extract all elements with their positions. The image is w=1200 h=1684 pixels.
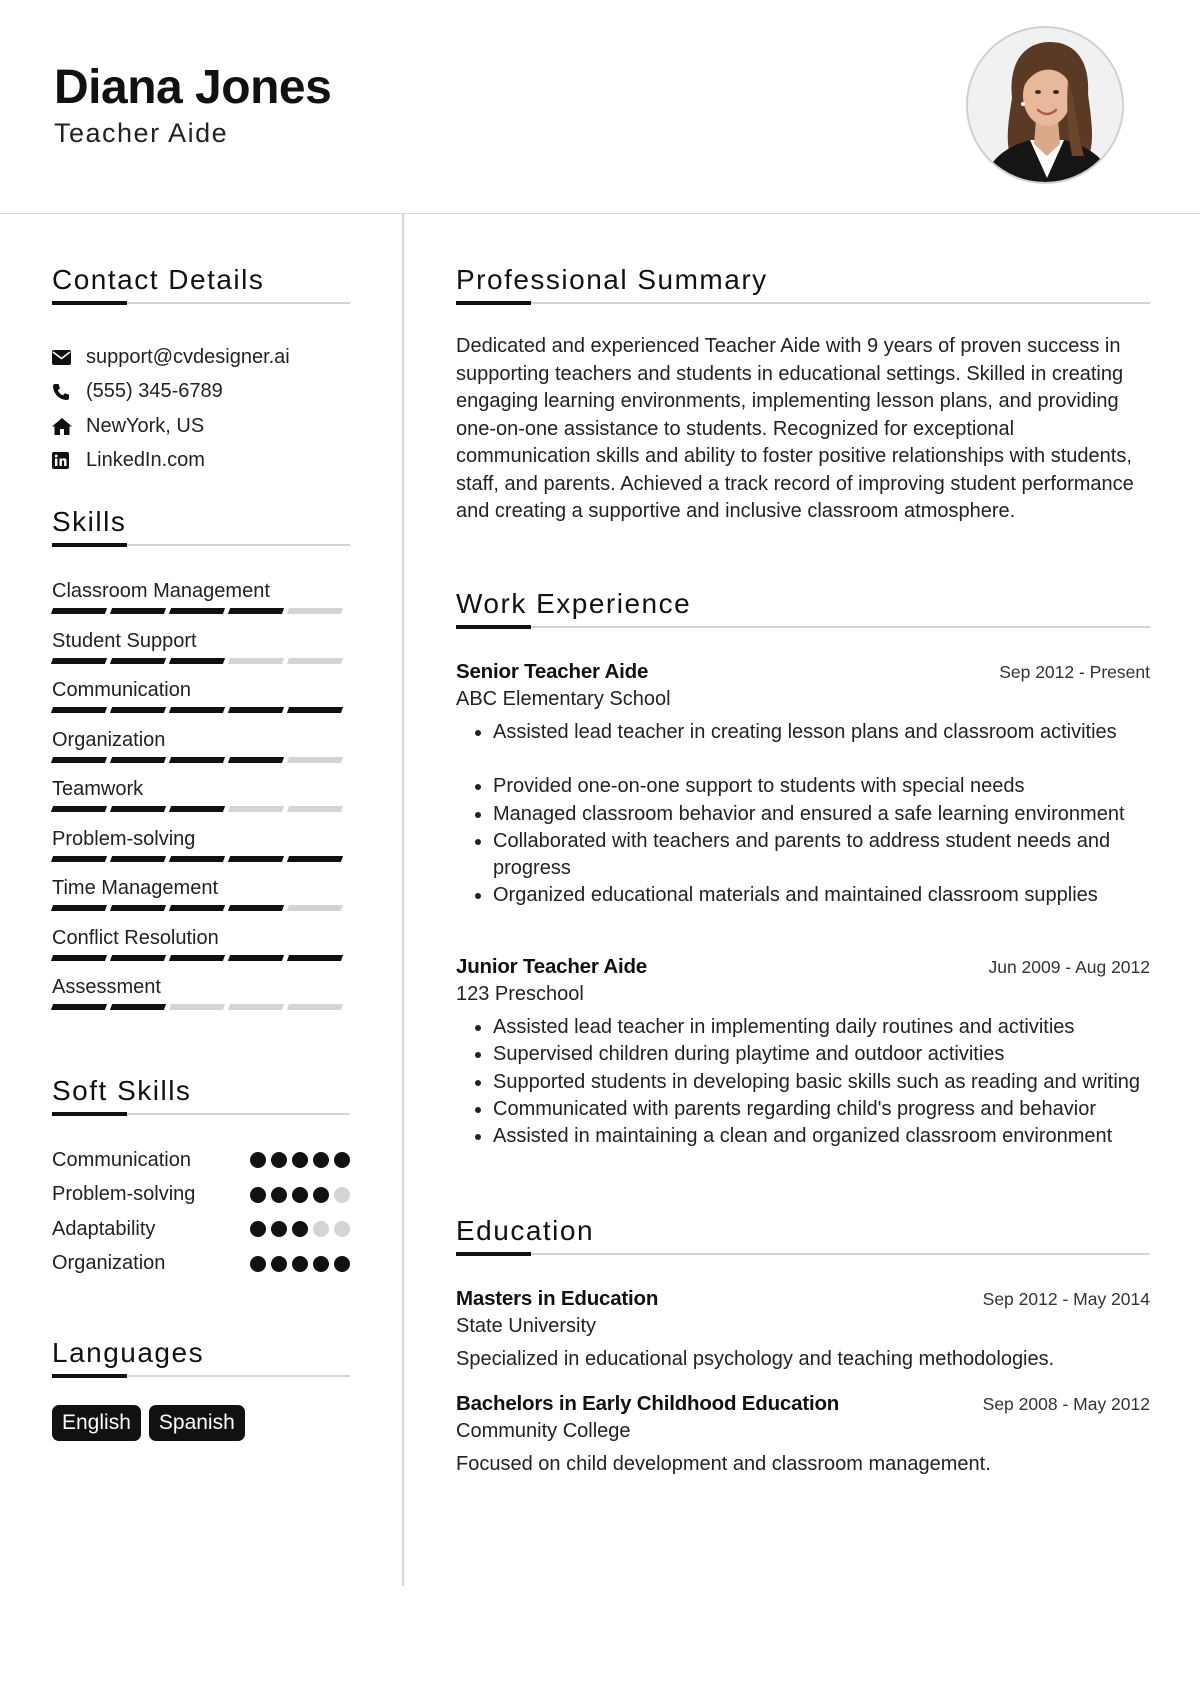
job-entry: [456, 660, 1150, 910]
skill-item: [52, 875, 350, 925]
job-organization: ABC Elementary School: [456, 688, 671, 710]
skill-label: Student Support: [52, 629, 197, 652]
experience-section-heading: [456, 588, 1150, 628]
contact-linkedin[interactable]: [52, 444, 352, 479]
rating-dot-filled: [292, 1187, 308, 1203]
column-divider: [402, 214, 404, 1586]
profile-photo-illustration: [968, 28, 1124, 184]
job-bullet: • Assisted in maintaining a clean and organized classroom environment: [493, 1123, 1150, 1150]
rating-dot-empty: [334, 1187, 350, 1203]
skill-bar-filled: [169, 757, 225, 763]
contact-list: [52, 340, 352, 478]
skill-bar-filled: [228, 905, 284, 911]
skill-bar-filled: [51, 608, 107, 614]
skill-label: Problem-solving: [52, 827, 196, 850]
skill-bar-filled: [51, 806, 107, 812]
skill-bar-filled: [110, 707, 166, 713]
rating-dot-filled: [292, 1221, 308, 1237]
skill-level-bar: [52, 608, 350, 614]
skill-label: Teamwork: [52, 778, 144, 800]
skill-bar-empty: [287, 608, 343, 614]
languages-heading: Languages: [52, 1337, 205, 1368]
rating-dot-filled: [271, 1221, 287, 1237]
summary-text: Dedicated and experienced Teacher Aide with 9 years of proven success in supporting teachers and students in educational settings. Skilled in creating engaging learning environments, implementing lesson plans, and providing one-on-one assistance to students. Recognized for exceptional communication skills and ability to foster positive relationships with students, staff, and parents. Achieved a track record of improving student performance and creating a supportive and inclusive classroom atmosphere.: [456, 335, 1134, 522]
skill-bar-filled: [110, 856, 166, 862]
soft-skill-rating: [250, 1256, 350, 1272]
skill-bar-filled: [228, 955, 284, 961]
contact-phone[interactable]: [52, 375, 352, 410]
skill-bar-empty: [287, 806, 343, 812]
school-name: Community College: [456, 1420, 631, 1442]
rating-dot-filled: [334, 1152, 350, 1168]
skill-bar-filled: [169, 707, 225, 713]
candidate-name: Diana Jones: [54, 61, 332, 114]
skill-bar-filled: [110, 757, 166, 763]
education-description: Specialized in educational psychology and teaching methodologies.: [456, 1348, 1055, 1370]
skill-bar-filled: [110, 955, 166, 961]
job-dates: Jun 2009 - Aug 2012: [988, 957, 1150, 977]
education-entry: [456, 1287, 1150, 1371]
soft-skills-section-heading: [52, 1075, 350, 1115]
candidate-title: Teacher Aide: [54, 118, 229, 148]
soft-skill-label: Adaptability: [52, 1217, 156, 1240]
language-badge: English: [52, 1405, 141, 1441]
soft-skill-item: [52, 1178, 350, 1213]
languages-list: [52, 1405, 245, 1441]
rating-dot-empty: [313, 1221, 329, 1237]
contact-email-text: support@cvdesigner.ai: [86, 345, 290, 368]
skill-bar-empty: [287, 905, 343, 911]
resume-header: [0, 0, 1200, 214]
job-bullet: • Communicated with parents regarding child's progress and behavior: [493, 1096, 1150, 1123]
skill-bar-filled: [228, 707, 284, 713]
skill-bar-filled: [169, 905, 225, 911]
skill-bar-filled: [51, 955, 107, 961]
rating-dot-filled: [292, 1256, 308, 1272]
skill-bar-filled: [169, 806, 225, 812]
job-bullets: [456, 1014, 1150, 1150]
languages-section-heading: [52, 1337, 350, 1377]
job-bullet: • Collaborated with teachers and parents to address student needs and progress: [493, 828, 1150, 883]
home-icon: [52, 418, 86, 435]
job-bullet: • Organized educational materials and maintained classroom supplies: [493, 882, 1150, 909]
job-bullets: [456, 719, 1150, 910]
rating-dot-filled: [313, 1256, 329, 1272]
skill-bar-empty: [287, 757, 343, 763]
skill-level-bar: [52, 856, 350, 862]
soft-skill-rating: [250, 1187, 350, 1203]
rating-dot-empty: [334, 1221, 350, 1237]
skill-bar-filled: [51, 905, 107, 911]
skill-bar-filled: [51, 856, 107, 862]
job-bullet: • Assisted lead teacher in implementing daily routines and activities: [493, 1014, 1150, 1041]
skill-level-bar: [52, 955, 350, 961]
job-role: Junior Teacher Aide: [456, 955, 648, 978]
skill-item: [52, 974, 350, 1024]
heading-rule: [456, 1253, 1150, 1255]
skill-bar-empty: [287, 1004, 343, 1010]
soft-skill-item: [52, 1247, 350, 1282]
heading-rule: [52, 544, 350, 546]
skill-label: Conflict Resolution: [52, 926, 219, 949]
education-heading: Education: [456, 1215, 595, 1246]
contact-location: [52, 409, 352, 444]
job-bullet: • Provided one-on-one support to students with special needs: [493, 773, 1150, 800]
skill-level-bar: [52, 905, 350, 911]
summary-section-heading: [456, 264, 1150, 304]
skill-bar-filled: [51, 658, 107, 664]
rating-dot-filled: [250, 1152, 266, 1168]
summary-heading: Professional Summary: [456, 264, 768, 295]
skill-bar-filled: [110, 905, 166, 911]
profile-photo: [966, 26, 1124, 184]
heading-rule: [52, 1375, 350, 1377]
experience-heading: Work Experience: [456, 588, 692, 619]
job-bullet: • Managed classroom behavior and ensured a safe learning environment: [493, 801, 1150, 828]
rating-dot-filled: [271, 1187, 287, 1203]
skill-item: [52, 628, 350, 678]
skill-bar-filled: [287, 707, 343, 713]
skill-item: [52, 677, 350, 727]
education-dates: Sep 2012 - May 2014: [982, 1289, 1150, 1309]
envelope-icon: [52, 350, 86, 365]
skill-bar-empty: [228, 806, 284, 812]
skill-bar-filled: [110, 806, 166, 812]
job-bullet: • Supported students in developing basic skills such as reading and writing: [493, 1069, 1150, 1096]
rating-dot-filled: [292, 1152, 308, 1168]
soft-skill-rating: [250, 1221, 350, 1237]
skill-item: [52, 776, 350, 826]
phone-icon: [52, 383, 86, 401]
skill-level-bar: [52, 757, 350, 763]
soft-skills-heading: Soft Skills: [52, 1075, 192, 1106]
skill-bar-empty: [228, 1004, 284, 1010]
degree-title: Bachelors in Early Childhood Education: [456, 1392, 840, 1415]
soft-skill-item: [52, 1143, 350, 1178]
skills-list: [52, 578, 350, 1024]
job-organization: 123 Preschool: [456, 983, 584, 1005]
skill-bar-filled: [51, 1004, 107, 1010]
contact-heading: Contact Details: [52, 264, 265, 295]
contact-linkedin-text: LinkedIn.com: [86, 449, 205, 472]
job-role: Senior Teacher Aide: [456, 660, 649, 683]
job-bullet: • Assisted lead teacher in creating lesson plans and classroom activities: [493, 719, 1150, 746]
skill-item: [52, 578, 350, 628]
skill-bar-empty: [287, 658, 343, 664]
skill-bar-filled: [51, 707, 107, 713]
rating-dot-filled: [250, 1256, 266, 1272]
heading-rule: [52, 1113, 350, 1115]
skill-bar-filled: [228, 856, 284, 862]
skills-section-heading: [52, 506, 350, 546]
rating-dot-filled: [250, 1187, 266, 1203]
rating-dot-filled: [250, 1221, 266, 1237]
skill-label: Communication: [52, 679, 191, 701]
skill-level-bar: [52, 658, 350, 664]
skill-level-bar: [52, 707, 350, 713]
skill-item: [52, 925, 350, 975]
soft-skills-list: [52, 1143, 350, 1281]
education-entry: [456, 1392, 1150, 1476]
skill-bar-filled: [110, 608, 166, 614]
soft-skill-label: Communication: [52, 1148, 191, 1171]
heading-rule: [456, 626, 1150, 628]
skill-bar-filled: [228, 757, 284, 763]
skill-bar-filled: [110, 658, 166, 664]
rating-dot-filled: [313, 1187, 329, 1203]
contact-section-heading: [52, 264, 350, 304]
skill-item: [52, 826, 350, 876]
soft-skill-rating: [250, 1152, 350, 1168]
rating-dot-filled: [271, 1256, 287, 1272]
skill-bar-filled: [169, 608, 225, 614]
soft-skill-item: [52, 1212, 350, 1247]
skill-item: [52, 727, 350, 777]
skill-level-bar: [52, 1004, 350, 1010]
soft-skill-label: Problem-solving: [52, 1183, 196, 1206]
skill-bar-filled: [110, 1004, 166, 1010]
rating-dot-filled: [313, 1152, 329, 1168]
skill-bar-filled: [169, 658, 225, 664]
job-entry: [456, 955, 1150, 1150]
rating-dot-filled: [271, 1152, 287, 1168]
skill-bar-filled: [51, 757, 107, 763]
job-bullet: • Supervised children during playtime and outdoor activities: [493, 1041, 1150, 1068]
skill-level-bar: [52, 806, 350, 812]
rating-dot-filled: [334, 1256, 350, 1272]
skill-label: Assessment: [52, 976, 161, 998]
skill-label: Organization: [52, 728, 166, 751]
language-badge: Spanish: [149, 1405, 245, 1441]
skill-bar-filled: [169, 856, 225, 862]
linkedin-icon: [52, 452, 86, 469]
heading-rule: [52, 302, 350, 304]
education-dates: Sep 2008 - May 2012: [982, 1394, 1150, 1414]
degree-title: Masters in Education: [456, 1287, 659, 1310]
skill-label: Time Management: [52, 877, 218, 899]
education-description: Focused on child development and classroom management.: [456, 1453, 991, 1475]
contact-location-text: NewYork, US: [86, 414, 205, 437]
job-dates: Sep 2012 - Present: [999, 662, 1150, 682]
skill-bar-filled: [287, 856, 343, 862]
soft-skill-label: Organization: [52, 1252, 166, 1275]
skill-bar-empty: [228, 658, 284, 664]
contact-email[interactable]: [52, 340, 352, 375]
skill-bar-filled: [287, 955, 343, 961]
education-section-heading: [456, 1215, 1150, 1255]
skill-bar-filled: [169, 955, 225, 961]
skill-bar-empty: [169, 1004, 225, 1010]
skill-label: Classroom Management: [52, 580, 270, 602]
skills-heading: Skills: [52, 506, 127, 537]
school-name: State University: [456, 1315, 597, 1337]
skill-bar-filled: [228, 608, 284, 614]
heading-rule: [456, 302, 1150, 304]
contact-phone-text: (555) 345-6789: [86, 380, 223, 403]
